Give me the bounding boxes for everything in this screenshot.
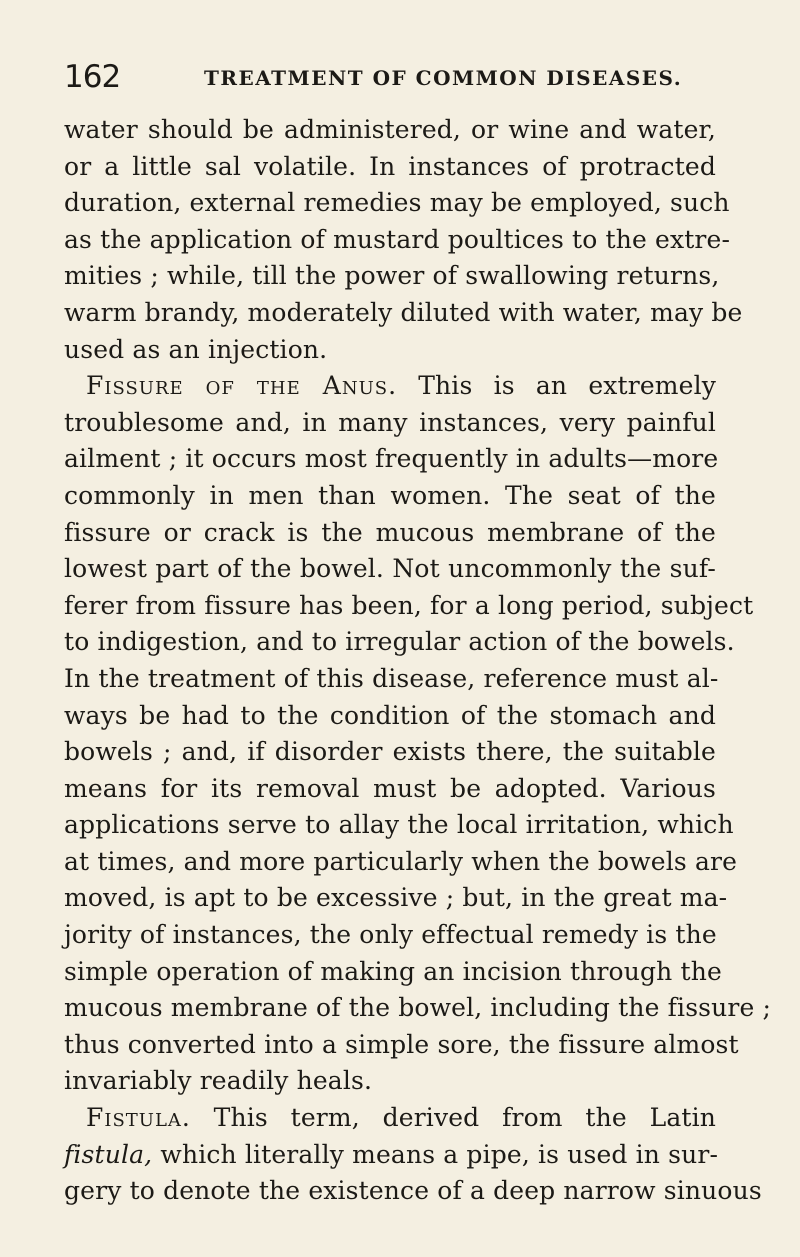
text-line: ferer from fissure has been, for a long period, subject xyxy=(64,590,754,620)
text-line: gery to denote the existence of a deep narrow sinuous xyxy=(64,1176,762,1206)
page-number: 162 xyxy=(64,59,121,95)
text-line: to indigestion, and to irregular action of the bowels. xyxy=(64,627,735,657)
text-line-fragment: which literally means a pipe, is used in sur- xyxy=(160,1139,719,1169)
text-line: or a little sal volatile. In instances of protracted xyxy=(64,151,716,181)
italic-term: fistula, xyxy=(64,1139,153,1169)
text-line-fragment: This term, derived from the Latin xyxy=(213,1103,716,1133)
text-line: water should be administered, or wine and water, xyxy=(64,115,716,144)
text-line: lowest part of the bowel. Not uncommonly the suf- xyxy=(64,554,716,584)
text-line: duration, external remedies may be employed, such xyxy=(64,188,730,218)
section-heading-fistula: Fistula. xyxy=(86,1103,191,1133)
text-line: jority of instances, the only effectual remedy is the xyxy=(64,920,717,950)
text-line: In the treatment of this disease, reference must al- xyxy=(64,663,719,693)
section-heading-fissure: Fissure of the Anus. xyxy=(86,371,398,401)
text-line: ailment ; it occurs most frequently in adults—more xyxy=(64,444,719,474)
text-line: fissure or crack is the mucous membrane of the xyxy=(64,517,716,547)
text-line: mucous membrane of the bowel, including the fissure ; xyxy=(64,993,772,1023)
page-header xyxy=(64,59,716,112)
body-text xyxy=(64,112,772,1210)
text-line: simple operation of making an incision through the xyxy=(64,956,722,986)
text-line: warm brandy, moderately diluted with water, may be xyxy=(64,297,743,327)
text-line: invariably readily heals. xyxy=(64,1066,373,1096)
text-line: applications serve to allay the local irritation, which xyxy=(64,810,734,840)
text-line: means for its removal must be adopted. Various xyxy=(64,773,716,803)
text-line: as the application of mustard poultices to the extre- xyxy=(64,224,731,254)
text-line: mities ; while, till the power of swallowing returns, xyxy=(64,261,720,291)
text-line: moved, is apt to be excessive ; but, in the great ma- xyxy=(64,883,728,913)
text-line: thus converted into a simple sore, the fissure almost xyxy=(64,1029,739,1059)
text-line: commonly in men than women. The seat of the xyxy=(64,480,716,510)
running-head: TREATMENT OF COMMON DISEASES. xyxy=(204,66,683,90)
paragraph-start-line xyxy=(64,1100,716,1137)
text-line: troublesome and, in many instances, very painful xyxy=(64,407,716,437)
text-line xyxy=(64,1137,719,1174)
text-line: ways be had to the condition of the stomach and xyxy=(64,700,716,730)
text-line: used as an injection. xyxy=(64,334,328,364)
text-line: bowels ; and, if disorder exists there, the suitable xyxy=(64,737,716,767)
text-line-fragment: This is an extremely xyxy=(418,371,716,401)
paragraph-start-line xyxy=(64,368,716,405)
text-line: at times, and more particularly when the bowels are xyxy=(64,846,738,876)
